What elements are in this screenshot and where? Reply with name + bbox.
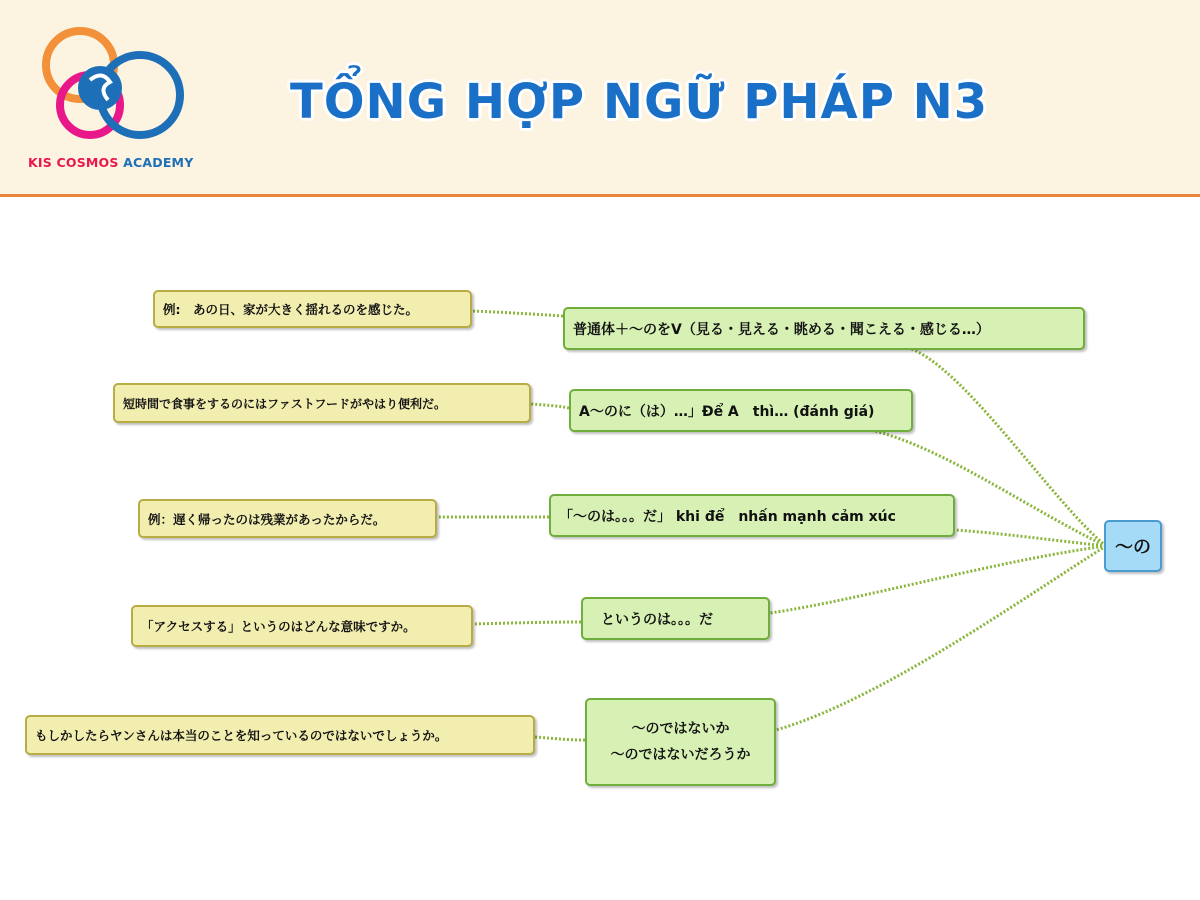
example-node-1: 例: あの日、家が大きく揺れるのを感じた。 bbox=[153, 290, 472, 328]
connector-root-3 bbox=[955, 530, 1106, 546]
connector-example-2 bbox=[531, 404, 569, 408]
grammar-node-5-line-1: 〜のではないか bbox=[631, 721, 730, 737]
example-node-2: 短時間で食事をするのにはファストフードがやはり便利だ。 bbox=[113, 383, 531, 423]
connector-example-5 bbox=[535, 737, 585, 740]
example-node-5: もしかしたらヤンさんは本当のことを知っているのではないでしょうか。 bbox=[25, 715, 535, 755]
grammar-node-4: というのは。。。だ bbox=[581, 597, 770, 640]
example-node-4: 「アクセスする」というのはどんな意味ですか。 bbox=[131, 605, 473, 647]
grammar-node-3: 「〜のは。。。だ」 khi để nhấn mạnh cảm xúc bbox=[549, 494, 955, 537]
root-node: 〜の bbox=[1104, 520, 1162, 572]
example-node-3: 例：遅く帰ったのは残業があったからだ。 bbox=[138, 499, 437, 538]
page-title: TỔNG HỢP NGỮ PHÁP N3 bbox=[290, 74, 989, 130]
connector-example-1 bbox=[472, 311, 563, 316]
connector-root-5 bbox=[776, 546, 1106, 730]
grammar-node-1: 普通体＋〜のをV（見る・見える・眺める・聞こえる・感じる…） bbox=[563, 307, 1085, 350]
grammar-node-2: A〜のに（は）…」Để A thì… (đánh giá) bbox=[569, 389, 913, 432]
grammar-node-5 bbox=[585, 698, 776, 786]
grammar-node-5-line-2: 〜のではないだろうか bbox=[610, 747, 751, 763]
connector-example-4 bbox=[473, 622, 581, 624]
logo-text: KIS COSMOS ACADEMY bbox=[28, 155, 194, 170]
